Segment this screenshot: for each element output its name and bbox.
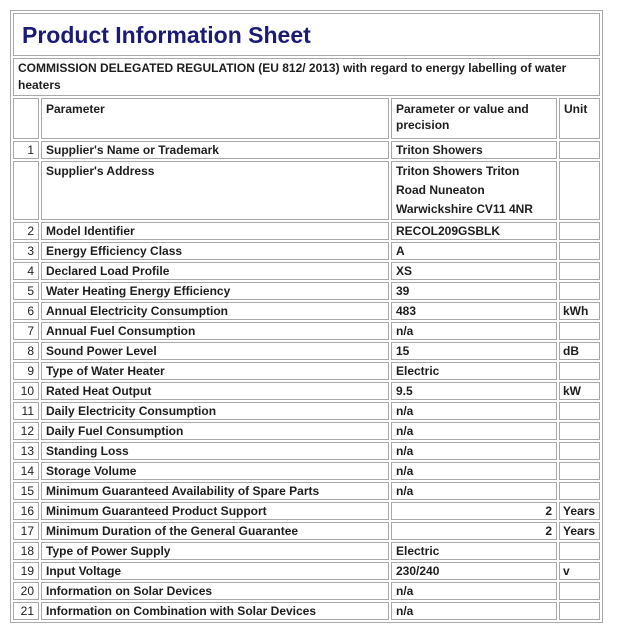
row-number-cell: 7 <box>13 322 39 340</box>
value-cell: 39 <box>391 282 557 300</box>
table-row <box>13 362 600 380</box>
row-number-cell: 5 <box>13 282 39 300</box>
parameter-cell: Type of Water Heater <box>41 362 389 380</box>
value-cell: Triton Showers Triton Road Nuneaton Warwickshire CV11 4NR <box>391 161 557 220</box>
table-body <box>13 141 600 620</box>
value-cell: RECOL209GSBLK <box>391 222 557 240</box>
table-row <box>13 602 600 620</box>
parameter-cell: Minimum Duration of the General Guarantee <box>41 522 389 540</box>
row-number-cell: 9 <box>13 362 39 380</box>
parameter-cell: Standing Loss <box>41 442 389 460</box>
regulation-subtitle: COMMISSION DELEGATED REGULATION (EU 812/ 2013) with regard to energy labelling of water heaters <box>13 58 600 96</box>
table-row <box>13 161 600 220</box>
unit-cell <box>559 161 600 220</box>
table-row <box>13 302 600 320</box>
parameter-cell: Input Voltage <box>41 562 389 580</box>
parameter-cell: Annual Fuel Consumption <box>41 322 389 340</box>
unit-cell <box>559 222 600 240</box>
unit-cell <box>559 362 600 380</box>
unit-cell <box>559 462 600 480</box>
unit-cell: dB <box>559 342 600 360</box>
table-row <box>13 422 600 440</box>
product-information-sheet <box>10 10 603 623</box>
parameter-cell: Minimum Guaranteed Product Support <box>41 502 389 520</box>
unit-cell: Years <box>559 502 600 520</box>
parameter-cell: Supplier's Address <box>41 161 389 220</box>
table-row <box>13 562 600 580</box>
product-info-table <box>10 10 603 623</box>
parameter-cell: Type of Power Supply <box>41 542 389 560</box>
table-row <box>13 502 600 520</box>
value-cell: 2 <box>391 502 557 520</box>
row-number-cell: 15 <box>13 482 39 500</box>
row-number-cell: 16 <box>13 502 39 520</box>
parameter-cell: Information on Combination with Solar Devices <box>41 602 389 620</box>
unit-cell <box>559 282 600 300</box>
row-number-cell <box>13 161 39 220</box>
table-row <box>13 382 600 400</box>
unit-cell <box>559 602 600 620</box>
unit-cell <box>559 542 600 560</box>
row-number-cell: 11 <box>13 402 39 420</box>
parameter-cell: Water Heating Energy Efficiency <box>41 282 389 300</box>
table-row <box>13 262 600 280</box>
row-number-cell: 12 <box>13 422 39 440</box>
row-number-cell: 19 <box>13 562 39 580</box>
title-cell <box>13 13 600 56</box>
value-cell: n/a <box>391 442 557 460</box>
value-cell: A <box>391 242 557 260</box>
row-number-cell: 20 <box>13 582 39 600</box>
value-cell: 15 <box>391 342 557 360</box>
row-number-cell: 14 <box>13 462 39 480</box>
value-cell: Electric <box>391 542 557 560</box>
row-number-cell: 10 <box>13 382 39 400</box>
table-row <box>13 222 600 240</box>
page-title: Product Information Sheet <box>22 22 311 48</box>
value-cell: n/a <box>391 482 557 500</box>
header-blank-cell <box>13 98 39 139</box>
table-row <box>13 462 600 480</box>
unit-cell <box>559 482 600 500</box>
value-cell: 9.5 <box>391 382 557 400</box>
unit-cell <box>559 422 600 440</box>
row-number-cell: 8 <box>13 342 39 360</box>
unit-cell: kW <box>559 382 600 400</box>
table-header-row <box>13 98 600 139</box>
table-row <box>13 242 600 260</box>
table-row <box>13 402 600 420</box>
table-row <box>13 582 600 600</box>
unit-cell <box>559 242 600 260</box>
parameter-cell: Minimum Guaranteed Availability of Spare Parts <box>41 482 389 500</box>
header-value-precision: Parameter or value and precision <box>391 98 557 139</box>
value-cell: 483 <box>391 302 557 320</box>
parameter-cell: Daily Electricity Consumption <box>41 402 389 420</box>
subtitle-row <box>13 58 600 96</box>
row-number-cell: 17 <box>13 522 39 540</box>
parameter-cell: Daily Fuel Consumption <box>41 422 389 440</box>
unit-cell: Years <box>559 522 600 540</box>
table-row <box>13 282 600 300</box>
unit-cell <box>559 141 600 159</box>
header-parameter: Parameter <box>41 98 389 139</box>
table-row <box>13 542 600 560</box>
parameter-cell: Declared Load Profile <box>41 262 389 280</box>
title-row <box>13 13 600 56</box>
row-number-cell: 18 <box>13 542 39 560</box>
value-cell: Electric <box>391 362 557 380</box>
unit-cell <box>559 582 600 600</box>
unit-cell <box>559 262 600 280</box>
value-cell: XS <box>391 262 557 280</box>
parameter-cell: Information on Solar Devices <box>41 582 389 600</box>
parameter-cell: Model Identifier <box>41 222 389 240</box>
table-row <box>13 342 600 360</box>
row-number-cell: 3 <box>13 242 39 260</box>
table-row <box>13 442 600 460</box>
row-number-cell: 1 <box>13 141 39 159</box>
row-number-cell: 6 <box>13 302 39 320</box>
table-row <box>13 482 600 500</box>
value-cell: 2 <box>391 522 557 540</box>
row-number-cell: 13 <box>13 442 39 460</box>
unit-cell <box>559 402 600 420</box>
value-cell: n/a <box>391 422 557 440</box>
table-row <box>13 141 600 159</box>
parameter-cell: Rated Heat Output <box>41 382 389 400</box>
table-row <box>13 522 600 540</box>
unit-cell: v <box>559 562 600 580</box>
unit-cell <box>559 442 600 460</box>
parameter-cell: Sound Power Level <box>41 342 389 360</box>
unit-cell <box>559 322 600 340</box>
value-cell: 230/240 <box>391 562 557 580</box>
value-cell: n/a <box>391 602 557 620</box>
row-number-cell: 21 <box>13 602 39 620</box>
header-unit: Unit <box>559 98 600 139</box>
parameter-cell: Storage Volume <box>41 462 389 480</box>
value-cell: n/a <box>391 322 557 340</box>
row-number-cell: 2 <box>13 222 39 240</box>
value-cell: n/a <box>391 402 557 420</box>
parameter-cell: Energy Efficiency Class <box>41 242 389 260</box>
row-number-cell: 4 <box>13 262 39 280</box>
value-cell: n/a <box>391 582 557 600</box>
parameter-cell: Annual Electricity Consumption <box>41 302 389 320</box>
value-cell: n/a <box>391 462 557 480</box>
table-row <box>13 322 600 340</box>
value-cell: Triton Showers <box>391 141 557 159</box>
parameter-cell: Supplier's Name or Trademark <box>41 141 389 159</box>
unit-cell: kWh <box>559 302 600 320</box>
